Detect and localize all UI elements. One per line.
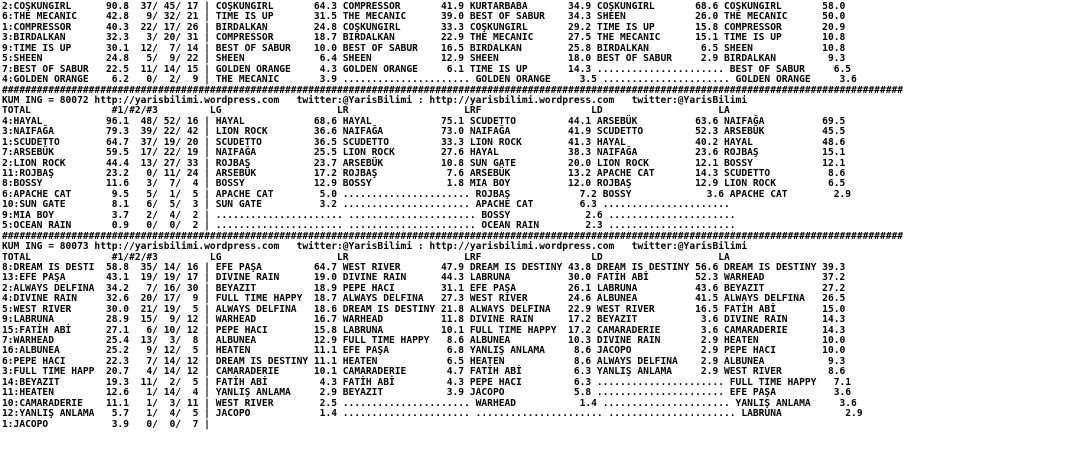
ranking-line-yanlis-anlama: 12:YANLIŞ ANLAMA 5.7 1/ 4/ 5 | JACOPO 1.4 ...................... ...................... ...................... LABRUNA 2.9 xyxy=(2,408,863,420)
ranking-line-heaten: 11:HEATEN 12.6 1/ 14/ 4 | YANLIŞ ANLAMA 2.9 BEYAZIT 3.9 JACOPO 5.8 ...................... EFE PAŞA 3.6 xyxy=(2,387,852,399)
ranking-line-birdalkan: 3:BIRDALKAN 32.3 3/ 20/ 31 | COMPRESSOR 18.7 BIRDALKAN 22.9 THE MECANIC 27.5 THE MECANIC 15.1 TIME IS UP 10.8 xyxy=(2,32,846,44)
ranking-line-beyazit: 14:BEYAZIT 19.3 11/ 2/ 5 | FATİH ABİ 4.3 FATİH ABİ 4.3 PEPE HACI 6.3 ...................... FULL TIME HAPPY 7.1 xyxy=(2,376,852,388)
ranking-line-divine-rain: 4:DIVINE RAIN 32.6 20/ 17/ 9 | FULL TIME HAPPY 18.7 ALWAYS DELFINA 27.3 WEST RIVER 24.6 ALBUNEA 41.5 ALWAYS DELFINA 26.5 xyxy=(2,293,846,305)
ranking-line-efe-pasa: 13:EFE PAŞA 43.1 19/ 19/ 17 | DIVINE RAIN 19.0 DIVINE RAIN 44.3 LABRUNA 30.0 FATİH ABİ 52.3 WARHEAD 37.2 xyxy=(2,272,846,284)
column-headers: TOTAL #1/#2/#3 LG LR LRF LD LA xyxy=(2,105,730,117)
race-header-80072: KUM ING = 80072 http://yarisbilimi.wordpress.com twitter:@YarisBilimi : http://yarisbilimi.wordpress.com twitter:@YarisBilimi xyxy=(2,94,748,106)
column-headers: TOTAL #1/#2/#3 LG LR LRF LD LA xyxy=(2,251,730,263)
ranking-line-ocean-rain: 5:OCEAN RAIN 0.9 0/ 0/ 2 | ...................... ...................... OCEAN RAIN 2.3 ...................... xyxy=(2,220,736,232)
ranking-line-best-of-sabur: 7:BEST OF SABUR 22.5 11/ 14/ 15 | GOLDEN ORANGE 4.3 GOLDEN ORANGE 6.1 TIME IS UP 14.3 ...................... BEST OF SABUR 6.5 xyxy=(2,63,852,75)
ranking-line-arsebuk: 7:ARSEBÜK 59.5 17/ 22/ 19 | NAIFAĞA 25.5 LION ROCK 27.6 HAYAL 38.3 NAIFAĞA 23.6 ROJBAŞ 15.1 xyxy=(2,147,846,159)
ranking-line-full-time-happy: 3:FULL TIME HAPP 20.7 4/ 14/ 12 | CAMARADERIE 10.1 CAMARADERIE 4.7 FATİH ABİ 6.3 YANLIŞ ANLAMA 2.9 WEST RIVER 8.6 xyxy=(2,366,846,378)
ranking-line-coskungirl: 2:COŞKUNGIRL 90.8 37/ 45/ 17 | COŞKUNGIRL 64.3 COMPRESSOR 41.9 KURTARBABA 34.9 COŞKUNGIRL 68.6 COŞKUNGIRL 58.0 xyxy=(2,1,846,12)
ranking-line-compressor: 1:COMPRESSOR 40.3 22/ 17/ 26 | BIRDALKAN 24.8 COŞKUNGIRL 33.3 COŞKUNGIRL 29.2 TIME IS UP 15.8 COMPRESSOR 20.9 xyxy=(2,21,846,33)
ranking-line-lion-rock: 2:LION ROCK 44.4 13/ 27/ 33 | ROJBAŞ 23.7 ARSEBÜK 10.8 SUN GATE 20.0 LION ROCK 12.1 BOSSY 12.1 xyxy=(2,157,846,169)
ranking-line-mia-boy: 9:MIA BOY 3.7 2/ 4/ 2 | ...................... ...................... BOSSY 2.6 ...................... xyxy=(2,209,736,221)
ranking-line-golden-orange: 4:GOLDEN ORANGE 6.2 0/ 2/ 9 | THE MECANIC 3.9 ...................... GOLDEN ORANGE 3.5 ...................... GOLDEN ORANGE 3.6 xyxy=(2,74,857,86)
ranking-line-the-mecanic: 6:THE MECANIC 42.8 9/ 32/ 21 | TIME IS UP 31.5 THE MECANIC 39.0 BEST OF SABUR 34.3 SHEEN 26.0 THE MECANIC 50.0 xyxy=(2,11,846,23)
ranking-line-albunea: 16:ALBUNEA 25.2 9/ 12/ 5 | HEATEN 11.1 EFE PAŞA 6.8 YANLIŞ ANLAMA 8.6 JACOPO 2.9 PEPE HACI 10.0 xyxy=(2,345,846,357)
ranking-line-scudetto: 1:SCUDETTO 64.7 37/ 19/ 20 | SCUDETTO 36.5 SCUDETTO 33.3 LION ROCK 41.3 HAYAL 40.2 HAYAL 48.6 xyxy=(2,136,846,148)
race-header-80073: KUM ING = 80073 http://yarisbilimi.wordpress.com twitter:@YarisBilimi : http://yarisbilimi.wordpress.com twitter:@YarisBilimi xyxy=(2,241,748,253)
section-divider: ############################################################################################################################################################ xyxy=(2,84,904,96)
ranking-line-hayal: 4:HAYAL 96.1 48/ 52/ 16 | HAYAL 68.6 HAYAL 75.1 SCUDETTO 44.1 ARSEBÜK 63.6 NAIFAĞA 69.5 xyxy=(2,115,846,127)
ranking-line-naifaga: 3:NAIFAĞA 79.3 39/ 22/ 42 | LION ROCK 36.6 NAIFAĞA 73.0 NAIFAĞA 41.9 SCUDETTO 52.3 ARSEBÜK 45.5 xyxy=(2,126,846,138)
ranking-line-bossy: 8:BOSSY 11.6 3/ 7/ 4 | BOSSY 12.9 BOSSY 1.8 MIA BOY 12.0 ROJBAŞ 12.9 LION ROCK 6.5 xyxy=(2,178,846,190)
ranking-line-warhead: 7:WARHEAD 25.4 13/ 3/ 8 | ALBUNEA 12.9 FULL TIME HAPPY 8.6 ALBUNEA 10.3 DIVINE RAIN 2.9 HEATEN 10.0 xyxy=(2,335,846,346)
ranking-line-west-river: 5:WEST RIVER 30.0 21/ 19/ 5 | ALWAYS DELFINA 18.6 DREAM IS DESTINY 21.8 ALWAYS DELFINA 22.9 WEST RIVER 16.5 FATİH ABİ 15.0 xyxy=(2,303,846,315)
ranking-line-apache-cat: 6:APACHE CAT 9.5 5/ 1/ 5 | APACHE CAT 5.0 ...................... ROJBAŞ 7.2 BOSSY 3.6 APACHE CAT 2.9 xyxy=(2,188,852,200)
ranking-line-rojbas: 11:ROJBAŞ 23.2 0/ 11/ 24 | ARSEBÜK 17.2 ROJBAŞ 7.6 ARSEBÜK 13.2 APACHE CAT 14.3 SCUDETTO 8.6 xyxy=(2,168,846,179)
ranking-line-camaraderie: 10:CAMARADERIE 11.1 1/ 3/ 11 | WEST RIVER 2.5 ...................... WARHEAD 1.4 ...................... YANLIŞ ANLAMA 3.6 xyxy=(2,397,857,409)
ranking-line-dream-is-destiny: 8:DREAM IS DESTI 58.8 35/ 14/ 16 | EFE PAŞA 64.7 WEST RIVER 47.9 DREAM IS DESTINY 43.8 DREAM IS DESTINY 56.6 DREAM IS DESTINY 39.3 xyxy=(2,261,846,273)
ranking-line-fatih-abi: 15:FATİH ABİ 27.1 6/ 10/ 12 | PEPE HACI 15.8 LABRUNA 10.1 FULL TIME HAPPY 17.2 CAMARADERIE 3.6 CAMARADERIE 14.3 xyxy=(2,324,846,336)
ranking-line-labruna: 9:LABRUNA 28.9 15/ 9/ 12 | WARHEAD 16.7 WARHEAD 11.8 DIVINE RAIN 17.2 BEYAZIT 3.6 DIVINE RAIN 14.3 xyxy=(2,314,846,326)
ranking-line-always-delfina: 2:ALWAYS DELFINA 34.2 7/ 16/ 30 | BEYAZIT 18.9 PEPE HACI 31.1 EFE PAŞA 26.1 LABRUNA 43.6 BEYAZIT 27.2 xyxy=(2,282,846,294)
ranking-line-sheen: 5:SHEEN 24.8 5/ 9/ 22 | SHEEN 6.4 SHEEN 12.9 SHEEN 18.0 BEST OF SABUR 2.9 BIRDALKAN 9.3 xyxy=(2,53,846,65)
ranking-line-pepe-haci: 6:PEPE HACI 22.3 7/ 14/ 12 | DREAM IS DESTINY 11.1 HEATEN 6.5 HEATEN 8.6 ALWAYS DELFINA 2.9 ALBUNEA 9.3 xyxy=(2,355,846,367)
ranking-line-sun-gate: 10:SUN GATE 8.1 6/ 5/ 3 | SUN GATE 3.2 ...................... APACHE CAT 6.3 ...................... xyxy=(2,199,730,211)
ranking-line-time-is-up: 9:TIME IS UP 30.1 12/ 7/ 14 | BEST OF SABUR 10.0 BEST OF SABUR 16.5 BIRDALKAN 25.8 BIRDALKAN 6.5 SHEEN 10.8 xyxy=(2,42,846,54)
section-divider: ############################################################################################################################################################ xyxy=(2,230,904,242)
ranking-line-jacopo: 1:JACOPO 3.9 0/ 0/ 7 | xyxy=(2,418,210,430)
